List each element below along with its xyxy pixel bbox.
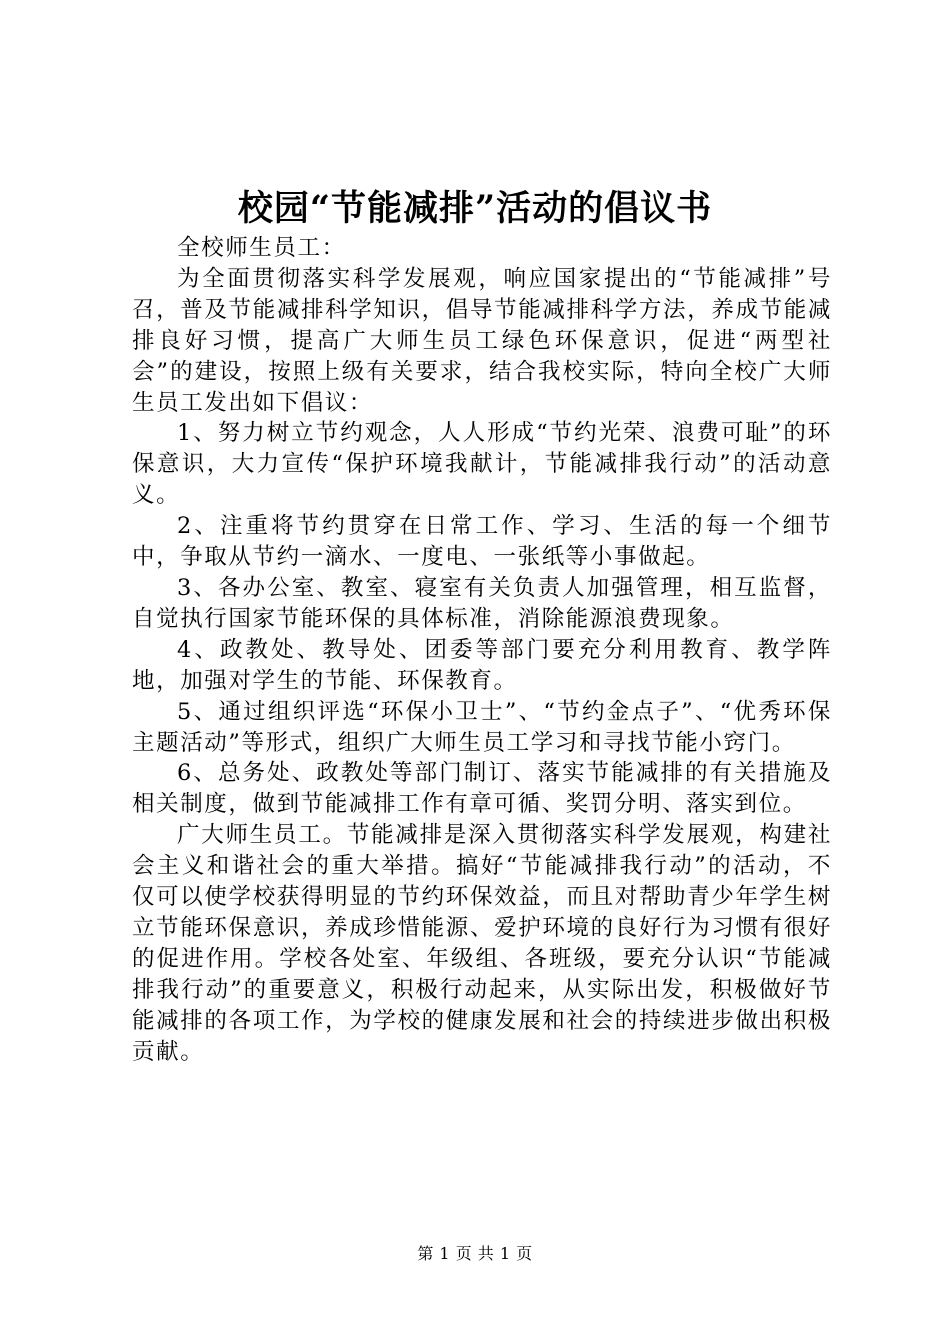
page-footer: 第 1 页 共 1 页: [417, 1244, 533, 1263]
paragraph-item-1: 1、努力树立节约观念，人人形成“节约光荣、浪费可耻”的环保意识，大力宣传“保护环境我献计，节能减排我行动”的活动意义。: [132, 420, 832, 509]
paragraph-item-4: 4、政教处、教导处、团委等部门要充分利用教育、教学阵地，加强对学生的节能、环保教育。: [132, 636, 832, 694]
paragraph-intro: 为全面贯彻落实科学发展观，响应国家提出的“节能减排”号召，普及节能减排科学知识，倡导节能减排科学方法，养成节能减排良好习惯，提高广大师生员工绿色环保意识，促进“两型社会”的建设，按照上级有关要求，结合我校实际，特向全校广大师生员工发出如下倡议：: [132, 265, 832, 416]
document-title: 校园“节能减排”活动的倡议书: [237, 188, 713, 229]
paragraph-item-3: 3、各办公室、教室、寝室有关负责人加强管理，相互监督，自觉执行国家节能环保的具体标准，消除能源浪费现象。: [132, 574, 832, 632]
salutation: 全校师生员工：: [177, 235, 346, 261]
document-body: [132, 233, 832, 1067]
paragraph-item-6: 6、总务处、政教处等部门制订、落实节能减排的有关措施及相关制度，做到节能减排工作有章可循、奖罚分明、落实到位。: [132, 760, 832, 818]
paragraph-closing: 广大师生员工。节能减排是深入贯彻落实科学发展观，构建社会主义和谐社会的重大举措。搞好“节能减排我行动”的活动，不仅可以使学校获得明显的节约环保效益，而且对帮助青少年学生树立节能环保意识，养成珍惜能源、爱护环境的良好行为习惯有很好的促进作用。学校各处室、年级组、各班级，要充分认识“节能减排我行动”的重要意义，积极行动起来，从实际出发，积极做好节能减排的各项工作，为学校的健康发展和社会的持续进步做出积极贡献。: [132, 822, 832, 1065]
paragraph-item-2: 2、注重将节约贯穿在日常工作、学习、生活的每一个细节中，争取从节约一滴水、一度电、一张纸等小事做起。: [132, 513, 832, 571]
paragraph-item-5: 5、通过组织评选“环保小卫士”、“节约金点子”、“优秀环保主题活动”等形式，组织广大师生员工学习和寻找节能小窍门。: [132, 698, 832, 756]
